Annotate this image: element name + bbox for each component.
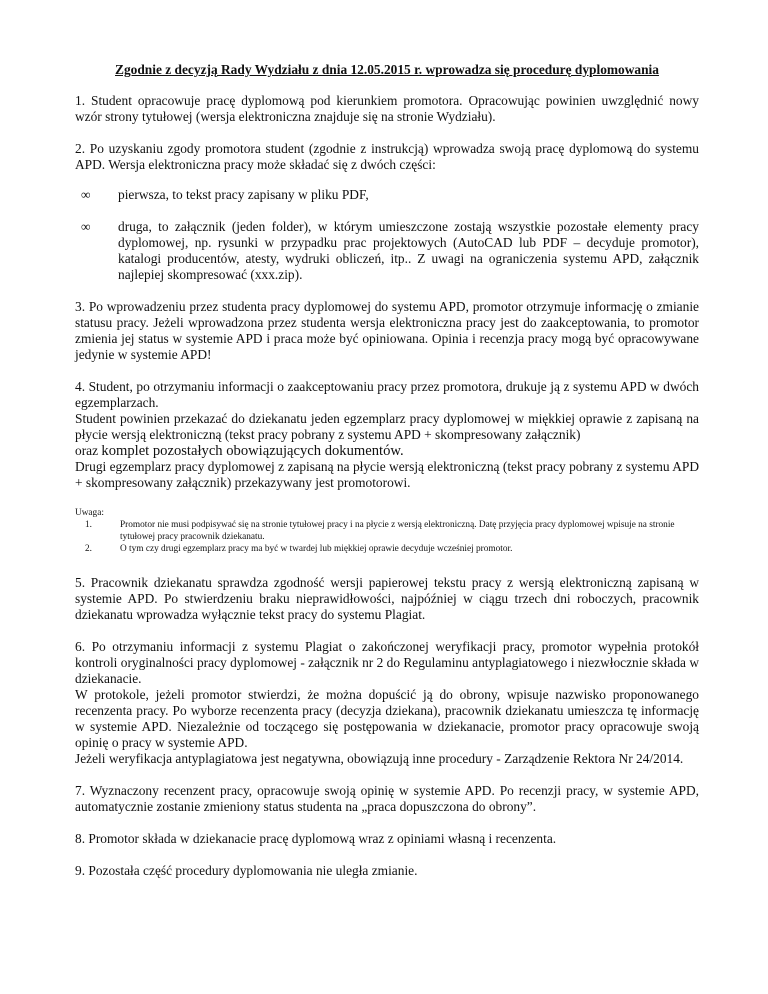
paragraph-9: 9. Pozostała część procedury dyplomowania nie uległa zmianie. [75,863,418,878]
note-number: 2. [85,544,92,554]
paragraph-7: 7. Wyznaczony recenzent pracy, opracowuje swoją opinię w systemie APD. Po recenzji pracy, w systemie APD, automatycznie zostanie zmieniony status studenta na „praca dopuszczona do obrony”. [75,783,699,814]
infinity-bullet-icon: ∞ [81,187,91,202]
note-item [75,519,699,543]
paragraph-4-part-b: Student powinien przekazać do dziekanatu jeden egzemplarz pracy dyplomowej w miękkiej oprawie z zapisaną na płycie wersją elektroniczną (tekst pracy pobrany z systemu APD + skompresowany załącznik) [75,411,699,442]
note-text: O tym czy drugi egzemplarz pracy ma być w twardej lub miękkiej oprawie decyduje wcześniej promotor. [120,544,513,554]
paragraph-4-part-c-emphasis: komplet pozostałych obowiązujących dokumentów. [101,443,404,459]
bullet-item [75,219,699,283]
paragraph-8: 8. Promotor składa w dziekanacie pracę dyplomową wraz z opiniami własną i recenzenta. [75,831,557,846]
paragraph-4-part-c-prefix: oraz [75,443,99,458]
paragraph-2: 2. Po uzyskaniu zgody promotora student (zgodnie z instrukcją) wprowadza swoją pracę dyplomową do systemu APD. Wersja elektroniczna pracy może składać się z dwóch części: [75,141,699,172]
paragraph-1: 1. Student opracowuje pracę dyplomową pod kierunkiem promotora. Opracowując powinien uwzględnić nowy wzór strony tytułowej (wersja elektroniczna znajduje się na stronie Wydziału). [75,93,699,124]
note-heading: Uwaga: [75,508,104,518]
paragraph-6-part-c: Jeżeli weryfikacja antyplagiatowa jest negatywna, obowiązują inne procedury - Zarządzenie Rektora Nr 24/2014. [75,751,684,766]
bullet-item [75,187,699,203]
paragraph-4-part-c [75,443,699,459]
note-number: 1. [85,520,92,530]
document-title: Zgodnie z decyzją Rady Wydziału z dnia 12.05.2015 r. wprowadza się procedurę dyplomowania [115,62,659,77]
note-item [75,543,699,555]
bullet-text: druga, to załącznik (jeden folder), w którym umieszczone zostają wszystkie pozostałe elementy pracy dyplomowej, np. rysunki w przypadku prac projektowych (AutoCAD lub PDF – decyduje promotor), katalogi producentów, atesty, wydruki obliczeń, itp.. Z uwagi na ograniczenia systemu APD, załącznik najlepiej skompresować (xxx.zip). [118,219,699,282]
paragraph-3: 3. Po wprowadzeniu przez studenta pracy dyplomowej do systemu APD, promotor otrzymuje informację o zmianie statusu pracy. Jeżeli wprowadzona przez studenta wersja elektroniczna pracy jest do zaakceptowania, to promotor zmienia jej status w systemie APD i praca może być opiniowana. Opinia i recenzja pracy mogą być opracowywane jedynie w systemie APD! [75,299,699,362]
infinity-bullet-icon: ∞ [81,219,91,234]
note-block [75,507,699,555]
bullet-list [75,187,699,283]
paragraph-4-part-a: 4. Student, po otrzymaniu informacji o zaakceptowaniu pracy przez promotora, drukuje ją z systemu APD w dwóch egzemplarzach. [75,379,699,410]
paragraph-6-part-a: 6. Po otrzymaniu informacji z systemu Plagiat o zakończonej weryfikacji pracy, promotor wypełnia protokół kontroli oryginalności pracy dyplomowej - załącznik nr 2 do Regulaminu antyplagiatowego i niezwłocznie składa w dziekanacie. [75,639,699,686]
note-text: Promotor nie musi podpisywać się na stronie tytułowej pracy i na płycie z wersją elektroniczną. Datę przyjęcia pracy dyplomowej wpisuje na stronie tytułowej pracy pracownik dziekanatu. [120,520,675,542]
paragraph-6 [75,639,699,767]
paragraph-5: 5. Pracownik dziekanatu sprawdza zgodność wersji papierowej tekstu pracy z wersją elektroniczną zapisaną w systemie APD. Po stwierdzeniu braku nieprawidłowości, najpóźniej w ciągu trzech dni roboczych, pracownik dziekanatu wprowadza wyłącznie tekst pracy do systemu Plagiat. [75,575,699,622]
paragraph-4 [75,379,699,491]
bullet-text: pierwsza, to tekst pracy zapisany w pliku PDF, [118,187,369,202]
document-page [75,62,699,895]
paragraph-4-part-d: Drugi egzemplarz pracy dyplomowej z zapisaną na płycie wersją elektroniczną (tekst pracy pobrany z systemu APD + skompresowany załącznik) przekazywany jest promotorowi. [75,459,699,490]
paragraph-6-part-b: W protokole, jeżeli promotor stwierdzi, że można dopuścić ją do obrony, wpisuje nazwisko proponowanego recenzenta pracy. Po wyborze recenzenta pracy (decyzja dziekana), pracownik dziekanatu umieszcza tę informację w systemie APD. Niezależnie od toczącego się postępowania w dziekanacie, promotor pracy opracowuje swoją opinię o pracy w systemie APD. [75,687,699,750]
